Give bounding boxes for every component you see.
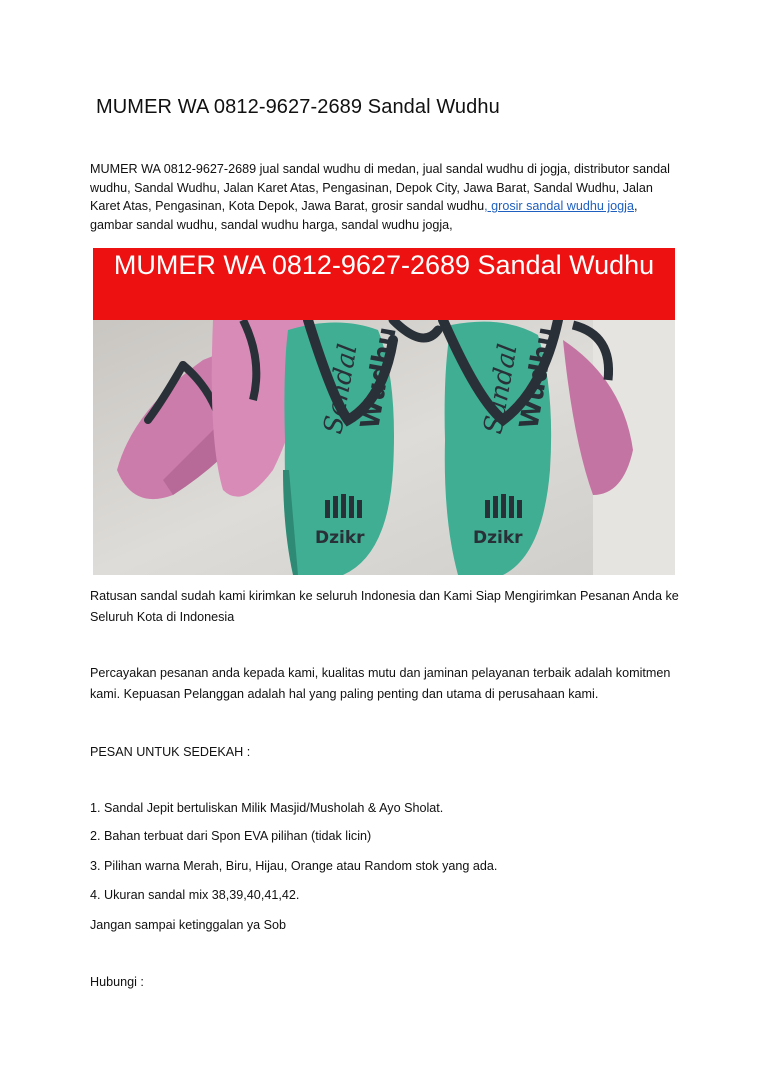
list-item: 1. Sandal Jepit bertuliskan Milik Masjid/Musholah & Ayo Sholat. xyxy=(90,801,444,815)
list-item: 4. Ukuran sandal mix 38,39,40,41,42. xyxy=(90,888,300,902)
grosir-jogja-link[interactable]: , grosir sandal wudhu jogja xyxy=(484,199,634,213)
intro-text-tail: , gambar sandal wudhu, sandal wudhu harga, sandal wudhu jogja, xyxy=(90,199,638,232)
contact-heading: Hubungi : xyxy=(90,975,144,989)
sandal-word-left: Wudhu xyxy=(355,324,403,432)
sandal-brand-right: Sandal xyxy=(478,341,524,437)
sandal-photo xyxy=(93,320,675,575)
list-item: 2. Bahan terbuat dari Spon EVA pilihan (tidak licin) xyxy=(90,829,372,843)
paragraph-trust: Percayakan pesanan anda kepada kami, kualitas mutu dan jaminan pelayanan terbaik adalah komitmen kami. Kepuasan Pelanggan adalah hal yang paling penting dan utama di perusahaan kami. xyxy=(90,666,671,701)
intro-paragraph xyxy=(90,160,680,234)
product-image xyxy=(93,248,675,575)
closing-text: Jangan sampai ketinggalan ya Sob xyxy=(90,918,287,932)
sandal-brand-left: Sandal xyxy=(318,341,364,437)
banner-title: MUMER WA 0812-9627-2689 Sandal Wudhu xyxy=(93,248,675,321)
sandal-word-right: Wudhu xyxy=(514,324,562,432)
page-title: MUMER WA 0812-9627-2689 Sandal Wudhu xyxy=(96,96,500,118)
pesan-heading: PESAN UNTUK SEDEKAH : xyxy=(90,745,251,759)
paragraph-shipping: Ratusan sandal sudah kami kirimkan ke seluruh Indonesia dan Kami Siap Mengirimkan Pesanan Anda ke Seluruh Kota di Indonesia xyxy=(90,589,679,624)
sandal-logo-right: Dzikr xyxy=(473,528,523,548)
list-item: 3. Pilihan warna Merah, Biru, Hijau, Orange atau Random stok yang ada. xyxy=(90,859,498,873)
intro-text: MUMER WA 0812-9627-2689 jual sandal wudhu di medan, jual sandal wudhu di jogja, distributor sandal wudhu, Sandal Wudhu, Jalan Karet Atas, Pengasinan, Depok City, Jawa Barat, Sandal Wudhu, Jalan Karet Atas, Pengasinan, Kota Depok, Jawa Barat, grosir sandal wudhu xyxy=(90,162,670,213)
sandal-logo-left: Dzikr xyxy=(315,528,365,548)
